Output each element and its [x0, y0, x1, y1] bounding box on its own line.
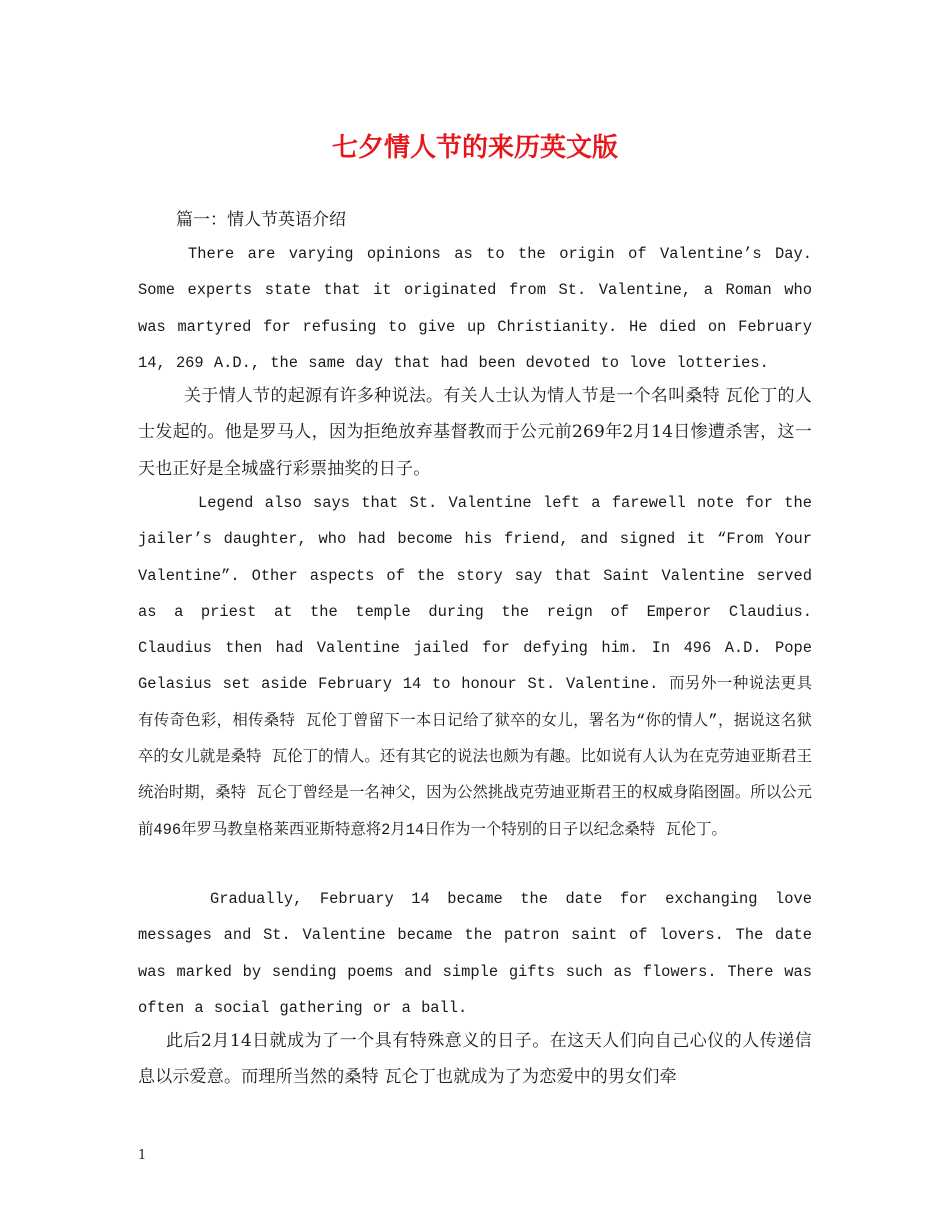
paragraph-chinese-gradually: 此后2月14日就成为了一个具有特殊意义的日子。在这天人们向自己心仪的人传递信息以示爱意。而理所当然的桑特 瓦仑丁也就成为了为恋爱中的男女们牵 — [138, 1031, 812, 1088]
paragraph-english-origin: There are varying opinions as to the origin of Valentine’s Day. Some experts state that it originated from St. Valentine, a Roman who was martyred for refusing to give up Christianity. He died on February 14, 269 A.D., the same day that had been devoted to love lotteries. — [138, 245, 812, 372]
paragraph-legend-mixed: Legend also says that St. Valentine left a farewell note for the jailer’s daughter, who had become his friend, and signed it “From Your Valentine”. Other aspects of the story say that Saint Valentine served as a priest at the temple during the reign of Emperor Claudius. Claudius then had Valentine jailed for defying him. In 496 A.D. Pope Gelasius set aside February 14 to honour St. Valentine. 而另外一种说法更具有传奇色彩，相传桑特 瓦伦丁曾留下一本日记给了狱卒的女儿，署名为“你的情人”，据说这名狱卒的女儿就是桑特 瓦伦丁的情人。还有其它的说法也颇为有趣。比如说有人认为在克劳迪亚斯君王统治时期，桑特 瓦仑丁曾经是一名神父，因为公然挑战克劳迪亚斯君王的权威身陷囹圄。所以公元前496年罗马教皇格莱西亚斯特意将2月14日作为一个特别的日子以纪念桑特 瓦伦丁。 — [138, 494, 812, 839]
paragraph-english-gradually: Gradually, February 14 became the date for exchanging love messages and St. Valentine became the patron saint of lovers. The date was marked by sending poems and simple gifts such as flowers. There was often a social gathering or a ball. — [138, 890, 812, 1017]
section-heading: 篇一：情人节英语介绍 — [176, 210, 346, 230]
page-number: 1 — [138, 1148, 147, 1163]
document-title: 七夕情人节的来历英文版 — [331, 133, 618, 163]
paragraph-chinese-origin: 关于情人节的起源有许多种说法。有关人士认为情人节是一个名叫桑特 瓦伦丁的人士发起的。他是罗马人，因为拒绝放弃基督教而于公元前269年2月14日惨遭杀害，这一天也正好是全城盛行彩票抽奖的日子。 — [138, 386, 812, 479]
